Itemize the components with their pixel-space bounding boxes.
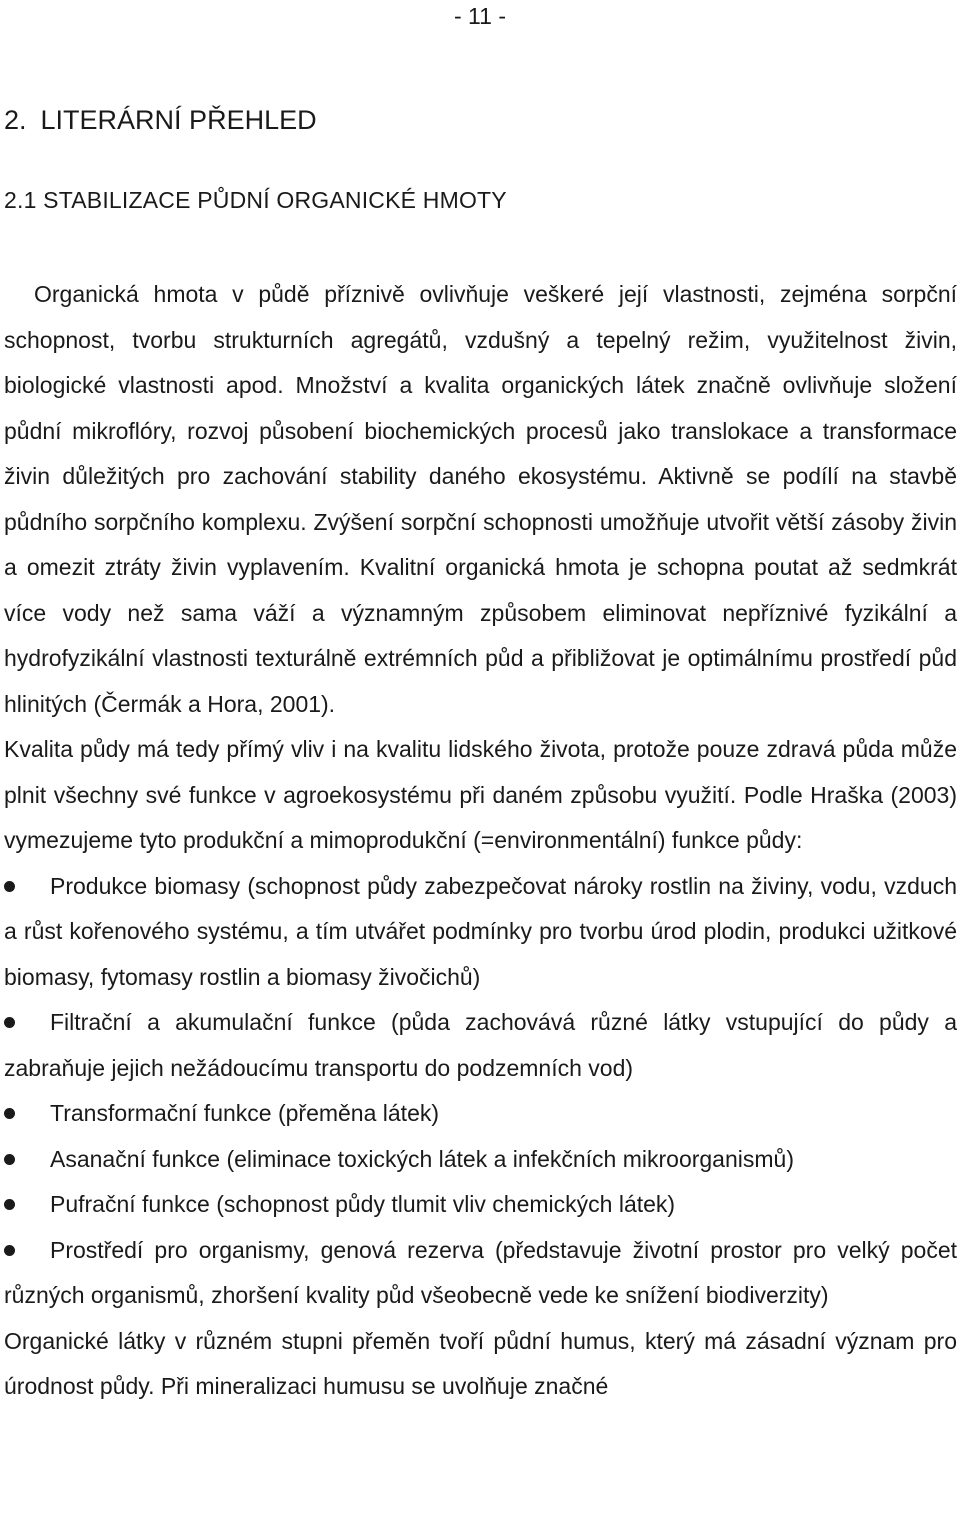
bullet-icon — [4, 1154, 15, 1165]
list-item-text: Filtrační a akumulační funkce (půda zachovává různé látky vstupující do půdy a zabraňuje jejich nežádoucímu transportu do podzemních vod) — [4, 1009, 957, 1081]
list-item — [4, 864, 957, 1001]
bullet-icon — [4, 1017, 15, 1028]
list-item-text: Pufrační funkce (schopnost půdy tlumit vliv chemických látek) — [50, 1191, 676, 1217]
list-item — [4, 1091, 957, 1137]
bullet-icon — [4, 1245, 15, 1256]
section-heading: 2.1 STABILIZACE PŮDNÍ ORGANICKÉ HMOTY — [4, 187, 507, 213]
chapter-number: 2. — [4, 105, 27, 135]
paragraph-soil-organic-matter: Organická hmota v půdě příznivě ovlivňuje veškeré její vlastnosti, zejména sorpční schopnost, tvorbu strukturních agregátů, vzdušný a tepelný režim, využitelnost živin, biologické vlastnosti apod. Množství a kvalita organických látek značně ovlivňuje složení půdní mikroflóry, rozvoj působení biochemických procesů jako translokace a transformace živin důležitých pro zachování stability daného ekosystému. Aktivně se podílí na stavbě půdního sorpčního komplexu. Zvýšení sorpční schopnosti umožňuje utvořit větší zásoby živin a omezit ztráty živin vyplavením. Kvalitní organická hmota je schopna poutat až sedmkrát více vody než sama váží a významným způsobem eliminovat nepříznivé fyzikální a hydrofyzikální vlastnosti texturálně extrémních půd a přibližovat je optimálnímu prostředí půd hlinitých (Čermák a Hora, 2001). — [4, 281, 957, 717]
list-item-text: Produkce biomasy (schopnost půdy zabezpečovat nároky rostlin na živiny, vodu, vzduch a růst kořenového systému, a tím utvářet podmínky pro tvorbu úrod plodin, produkci užitkové biomasy, fytomasy rostlin a biomasy živočichů) — [4, 872, 957, 990]
chapter-heading — [4, 103, 317, 137]
list-item-text: Asanační funkce (eliminace toxických látek a infekčních mikroorganismů) — [50, 1145, 794, 1172]
list-item — [4, 1228, 957, 1319]
body-text — [4, 272, 957, 1410]
chapter-title: LITERÁRNÍ PŘEHLED — [40, 105, 317, 135]
bullet-icon — [4, 1199, 15, 1210]
list-item — [4, 1182, 957, 1228]
list-item — [4, 1137, 957, 1183]
list-item-text: Prostředí pro organismy, genová rezerva (představuje životní prostor pro velký počet různých organismů, zhoršení kvality půd všeobecně vede ke snížení biodiverzity) — [4, 1236, 957, 1308]
paragraph-soil-quality: Kvalita půdy má tedy přímý vliv i na kvalitu lidského života, protože pouze zdravá půda může plnit všechny své funkce v agroekosystému při daném způsobu využití. Podle Hraška (2003) vymezujeme tyto produkční a mimoprodukční (=environmentální) funkce půdy: — [4, 736, 957, 853]
list-item — [4, 1000, 957, 1091]
soil-functions-list — [4, 864, 957, 1319]
bullet-icon — [4, 1108, 15, 1119]
bullet-icon — [4, 881, 15, 892]
paragraph-humus: Organické látky v různém stupni přeměn tvoří půdní humus, který má zásadní význam pro úrodnost půdy. Při mineralizaci humusu se uvolňuje značné — [4, 1327, 957, 1399]
page-number: - 11 - — [454, 3, 506, 29]
list-item-text: Transformační funkce (přeměna látek) — [50, 1100, 440, 1126]
